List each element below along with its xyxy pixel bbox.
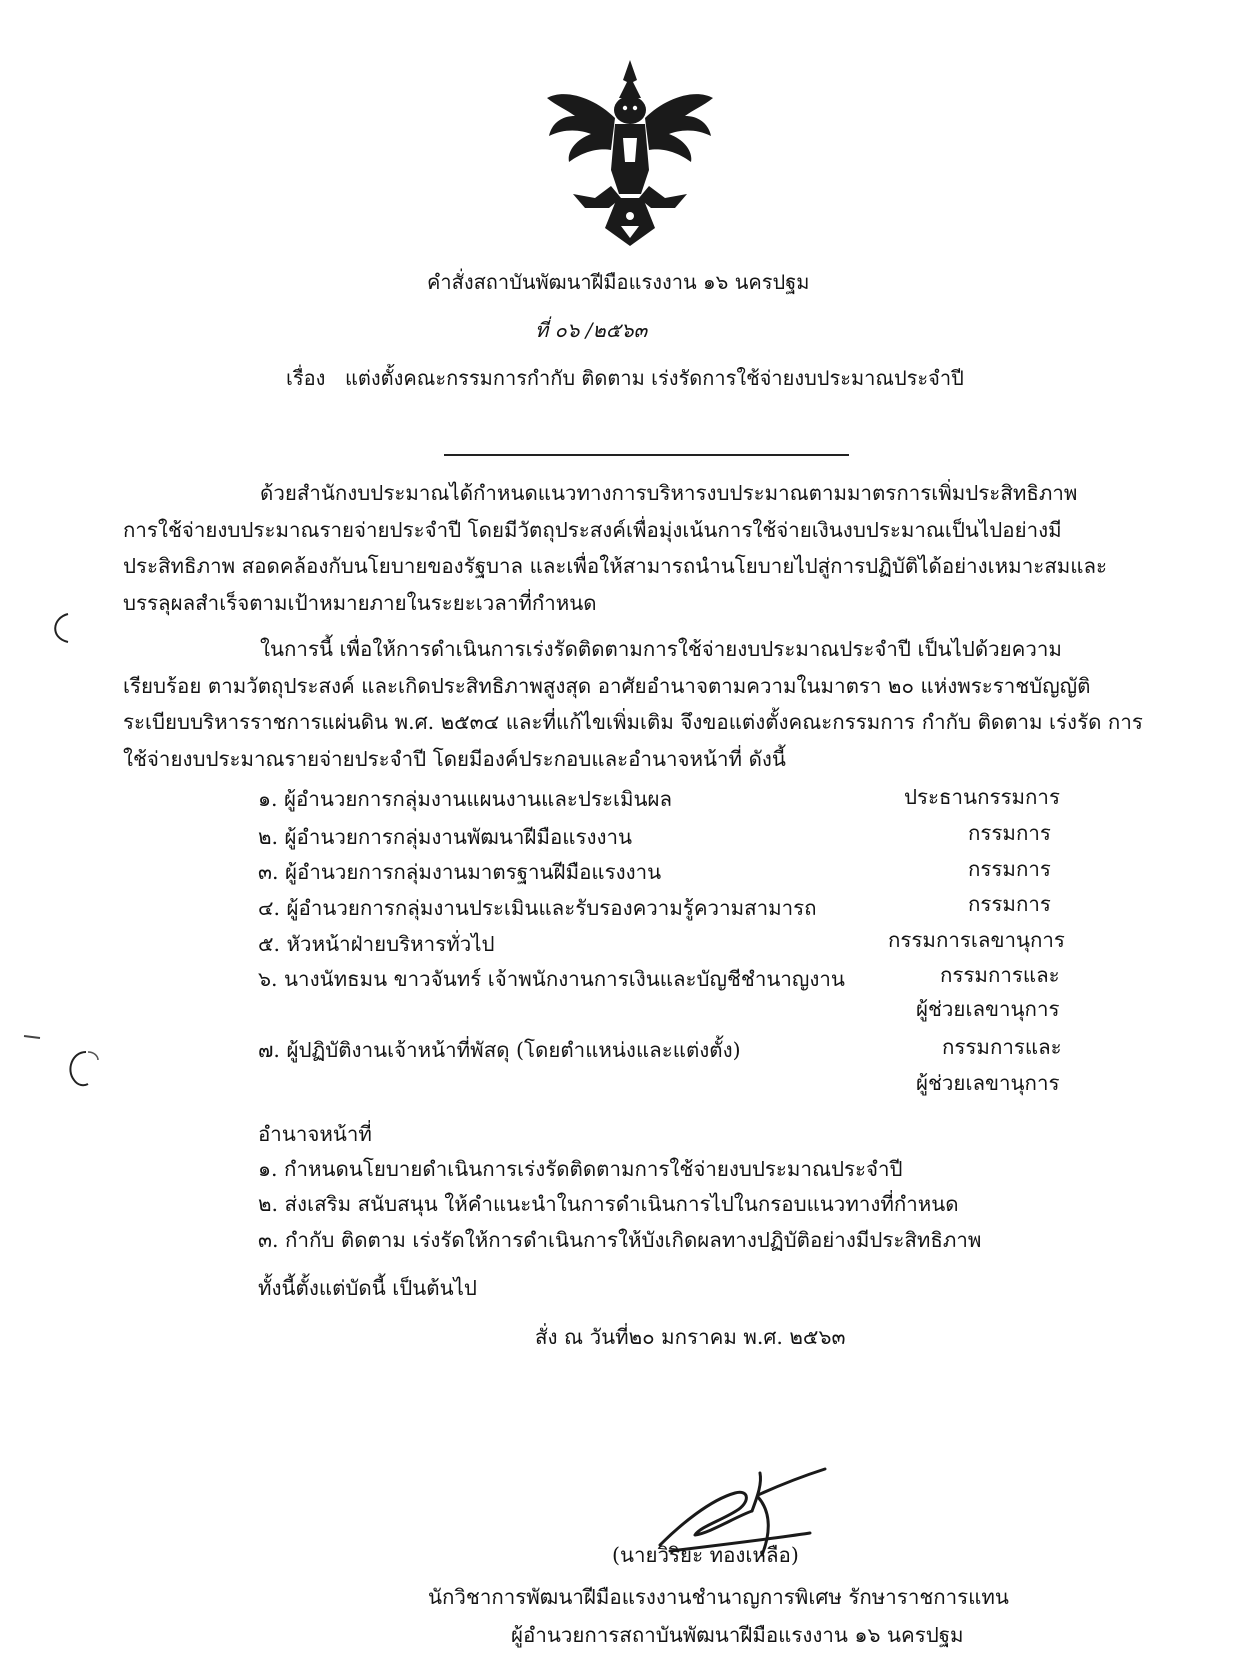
committee-member-role: กรรมการและ: [940, 963, 1060, 987]
committee-member-name: ๑. ผู้อำนวยการกลุ่มงานแผนงานและประเมินผล: [258, 787, 673, 811]
committee-member-role: กรรมการเลขานุการ: [888, 928, 1065, 952]
committee-member-role-cont: ผู้ช่วยเลขานุการ: [916, 997, 1060, 1021]
para1-line: ด้วยสำนักงบประมาณได้กำหนดแนวทางการบริหารงบประมาณตามมาตรการเพิ่มประสิทธิภาพ: [260, 481, 1078, 505]
scan-mark: [22, 1030, 102, 1090]
duty-item: ๓. กำกับ ติดตาม เร่งรัดให้การดำเนินการให้บังเกิดผลทางปฏิบัติอย่างมีประสิทธิภาพ: [258, 1228, 982, 1252]
committee-member-name: ๔. ผู้อำนวยการกลุ่มงานประเมินและรับรองความรู้ความสามารถ: [258, 896, 817, 920]
order-title: คำสั่งสถาบันพัฒนาฝีมือแรงงาน ๑๖ นครปฐม: [427, 270, 810, 294]
committee-member-role: กรรมการ: [968, 857, 1051, 881]
duty-item: ๒. ส่งเสริม สนับสนุน ให้คำแนะนำในการดำเนินการไปในกรอบแนวทางที่กำหนด: [258, 1192, 959, 1216]
committee-member-name: ๓. ผู้อำนวยการกลุ่มงานมาตรฐานฝีมือแรงงาน: [258, 860, 662, 884]
para1-line: บรรลุผลสำเร็จตามเป้าหมายภายในระยะเวลาที่กำหนด: [123, 591, 597, 615]
committee-member-role-cont: ผู้ช่วยเลขานุการ: [916, 1071, 1060, 1095]
committee-member-role: กรรมการ: [968, 892, 1051, 916]
committee-member-name: ๕. หัวหน้าฝ่ายบริหารทั่วไป: [258, 932, 495, 956]
para1-line: ประสิทธิภาพ สอดคล้องกับนโยบายของรัฐบาล และเพื่อให้สามารถนำนโยบายไปสู่การปฏิบัติได้อย่างเหมาะสมและ: [123, 554, 1108, 578]
para2-line: ในการนี้ เพื่อให้การดำเนินการเร่งรัดติดตามการใช้จ่ายงบประมาณประจำปี เป็นไปด้วยความ: [260, 637, 1062, 661]
para1-line: การใช้จ่ายงบประมาณรายจ่ายประจำปี โดยมีวัตถุประสงค์เพื่อมุ่งเน้นการใช้จ่ายเงินงบประมาณเป็นไปอย่างมี: [123, 518, 1062, 542]
subject-text: แต่งตั้งคณะกรรมการกำกับ ติดตาม เร่งรัดการใช้จ่ายงบประมาณประจำปี: [345, 366, 964, 390]
order-number: ที่ ๐๖ /๒๕๖๓: [535, 318, 648, 342]
header-divider: [444, 454, 849, 456]
duties-heading: อำนาจหน้าที่: [258, 1122, 372, 1146]
scan-mark: [44, 610, 74, 646]
committee-member-name: ๒. ผู้อำนวยการกลุ่มงานพัฒนาฝีมือแรงงาน: [258, 825, 633, 849]
signatory-position: นักวิชาการพัฒนาฝีมือแรงงานชำนาญการพิเศษ รักษาราชการแทน: [428, 1585, 1009, 1609]
order-date: สั่ง ณ วันที่๒๐ มกราคม พ.ศ. ๒๕๖๓: [535, 1325, 846, 1349]
committee-member-role: กรรมการ: [968, 821, 1051, 845]
committee-member-role: กรรมการและ: [942, 1035, 1062, 1059]
duty-item: ๑. กำหนดนโยบายดำเนินการเร่งรัดติดตามการใช้จ่ายงบประมาณประจำปี: [258, 1157, 903, 1181]
subject-label: เรื่อง: [286, 366, 326, 390]
para2-line: ระเบียบบริหารราชการแผ่นดิน พ.ศ. ๒๕๓๔ และที่แก้ไขเพิ่มเติม จึงขอแต่งตั้งคณะกรรมการ กำกับ ติดตาม เร่งรัด การ: [123, 710, 1143, 734]
para2-line: เรียบร้อย ตามวัตถุประสงค์ และเกิดประสิทธิภาพสูงสุด อาศัยอำนาจตามความในมาตรา ๒๐ แห่งพระราชบัญญัติ: [123, 674, 1091, 698]
signatory-position: ผู้อำนวยการสถาบันพัฒนาฝีมือแรงงาน ๑๖ นครปฐม: [511, 1623, 964, 1647]
committee-member-name: ๗. ผู้ปฏิบัติงานเจ้าหน้าที่พัสดุ (โดยตำแหน่งและแต่งตั้ง): [258, 1038, 741, 1062]
effective-statement: ทั้งนี้ตั้งแต่บัดนี้ เป็นต้นไป: [258, 1276, 477, 1300]
signatory-name: (นายวิริยะ ทองเหลือ): [612, 1543, 799, 1567]
para2-line: ใช้จ่ายงบประมาณรายจ่ายประจำปี โดยมีองค์ประกอบและอำนาจหน้าที่ ดังนี้: [123, 747, 786, 771]
committee-member-name: ๖. นางนัทธมน ขาวจันทร์ เจ้าพนักงานการเงินและบัญชีชำนาญงาน: [258, 967, 845, 991]
committee-member-role: ประธานกรรมการ: [904, 785, 1060, 809]
garuda-emblem: [545, 58, 715, 248]
